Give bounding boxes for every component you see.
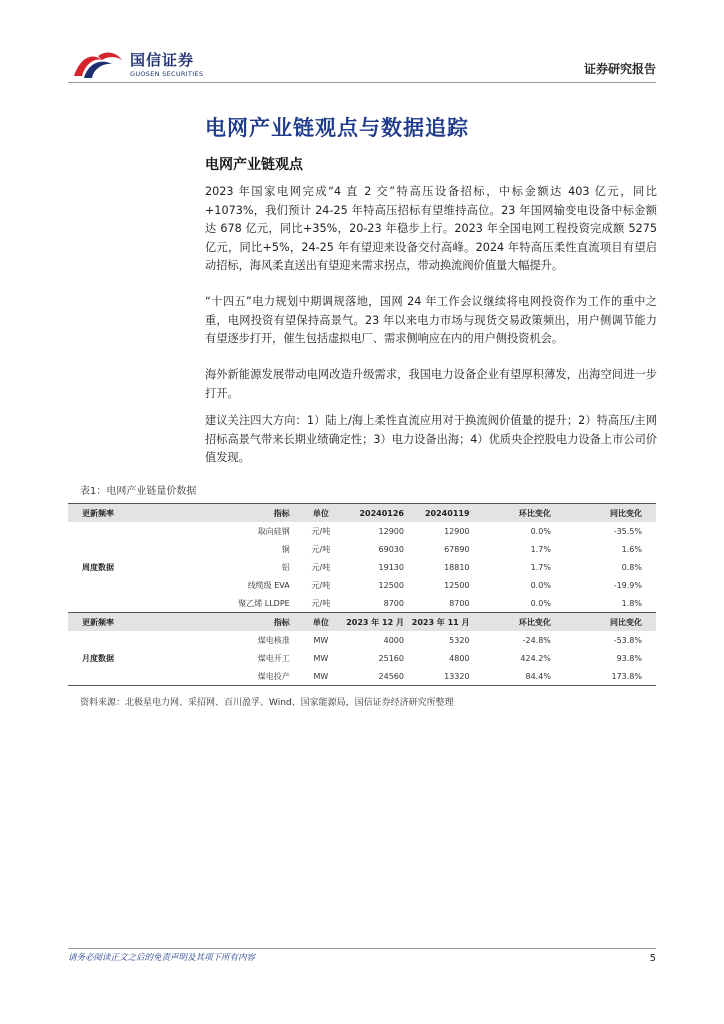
table-cell: 1.7% — [530, 544, 551, 554]
table-cell: 煤电投产 — [257, 671, 290, 681]
header-cell: 2023 年 11 月 — [410, 613, 476, 632]
paragraph-3: 海外新能源发展带动电网改造升级需求，我国电力设备企业有望厚积薄发，出海空间进一步打开。 — [205, 368, 657, 400]
paragraph-2: “十四五”电力规划中期调规落地，国网 24 年工作会议继续将电网投资作为工作的重中之重，电网投资有望保持高景气。23 年以来电力市场与现货交易政策频出，用户侧调节能力有望逐步打开，催生包括虚拟电厂、需求侧响应在内的用户侧投资机会。 — [205, 295, 657, 346]
header-cell: 环比变化 — [476, 613, 565, 632]
section-title: 电网产业链观点 — [205, 157, 303, 173]
table-cell: 8700 — [383, 598, 404, 608]
table-cell: 4000 — [383, 635, 404, 645]
table-cell: 93.8% — [616, 653, 642, 663]
table-cell: -19.9% — [613, 580, 642, 590]
paragraph-4: 建议关注四大方向：1）陆上/海上柔性直流应用对于换流阀价值量的提升；2）特高压/主网招标高景气带来长期业绩确定性；3）电力设备出海；4）优质央企控股电力设备上市公司价值发现。 — [205, 414, 657, 465]
table-cell: 0.0% — [530, 526, 551, 536]
group-label-weekly: 周度数据 — [82, 562, 114, 572]
table-cell: 12900 — [378, 526, 404, 536]
page-number: 5 — [649, 953, 656, 964]
table-cell: 元/吨 — [311, 544, 331, 554]
header-cell: 20240126 — [346, 504, 410, 523]
page-title: 电网产业链观点与数据追踪 — [205, 116, 469, 140]
table-cell: 25160 — [378, 653, 404, 663]
table-cell: -53.8% — [613, 635, 642, 645]
table-cell: MW — [313, 635, 329, 645]
brand-name-cn: 国信证券 — [130, 51, 195, 69]
table-cell: 173.8% — [611, 671, 642, 681]
table-cell: 12500 — [378, 580, 404, 590]
table-cell: 18810 — [444, 562, 470, 572]
header-cell: 环比变化 — [476, 504, 565, 523]
table-cell: 1.8% — [621, 598, 642, 608]
table-cell: 0.0% — [530, 598, 551, 608]
table-cell: 12500 — [444, 580, 470, 590]
table-cell: -24.8% — [522, 635, 551, 645]
guosen-logo-icon — [72, 50, 124, 80]
table-cell: 13320 — [444, 671, 470, 681]
table-cell: -35.5% — [613, 526, 642, 536]
table-cell: 0.0% — [530, 580, 551, 590]
table-cell: 元/吨 — [311, 526, 331, 536]
table-cell: 元/吨 — [311, 580, 331, 590]
table-header-row-weekly — [68, 504, 656, 523]
table-cell: 铝 — [281, 562, 290, 572]
footer-divider — [68, 948, 656, 949]
table-cell: 0.8% — [621, 562, 642, 572]
table-cell: 聚乙烯 LLDPE — [238, 598, 290, 608]
source-note: 资料来源：北极星电力网、采招网、百川盈孚、Wind、国家能源局，国信证券经济研究所整理 — [80, 698, 454, 708]
table-cell: MW — [313, 671, 329, 681]
table-cell: 元/吨 — [311, 562, 331, 572]
table-cell: 取向硅钢 — [257, 526, 290, 536]
table-cell: 线缆级 EVA — [247, 580, 290, 590]
table-cell: 24560 — [378, 671, 404, 681]
table-cell: 元/吨 — [311, 598, 331, 608]
table-cell: 69030 — [378, 544, 404, 554]
header-cell: 2023 年 12 月 — [346, 613, 410, 632]
table-cell: 煤电开工 — [257, 653, 290, 663]
table-row — [68, 522, 656, 540]
header-cell: 更新频率 — [68, 504, 191, 523]
table-cell: 煤电核准 — [257, 635, 290, 645]
table-cell: 1.7% — [530, 562, 551, 572]
table-cell: 5320 — [449, 635, 470, 645]
table-cell: MW — [313, 653, 329, 663]
table-row — [68, 631, 656, 649]
footer-disclaimer: 请务必阅读正文之后的免责声明及其项下所有内容 — [68, 953, 256, 963]
header-cell: 指标 — [191, 613, 296, 632]
table-cell: 84.4% — [525, 671, 551, 681]
grid-data-table — [68, 503, 656, 686]
header-cell: 单位 — [296, 613, 346, 632]
header-cell: 单位 — [296, 504, 346, 523]
table-cell: 12900 — [444, 526, 470, 536]
table-cell: 8700 — [449, 598, 470, 608]
page-header — [68, 46, 656, 88]
table-cell: 67890 — [444, 544, 470, 554]
group-label-monthly: 月度数据 — [82, 653, 114, 663]
header-cell: 20240119 — [410, 504, 476, 523]
report-type-label: 证券研究报告 — [583, 62, 656, 76]
header-cell: 指标 — [191, 504, 296, 523]
table-header-row-monthly — [68, 613, 656, 632]
table-caption: 表1：电网产业链量价数据 — [80, 486, 197, 497]
header-cell: 同比变化 — [565, 613, 656, 632]
guosen-logo — [72, 46, 212, 86]
paragraph-1: 2023 年国家电网完成“4 直 2 交”特高压设备招标，中标金额达 403 亿元，同比+1073%，我们预计 24-25 年特高压招标有望维持高位。23 年国网输变电设备中标金额达 678 亿元，同比+35%，20-23 年稳步上行。2023 年全国电网工程投资完成额 5275 亿元，同比+5%，24-25 年有望迎来设备交付高峰。2024 年特高压柔性直流项目有望启动招标，海风柔直送出有望迎来需求拐点，带动换流阀价值量大幅提升。 — [205, 185, 657, 273]
table-cell: 1.6% — [621, 544, 642, 554]
table-cell: 4800 — [449, 653, 470, 663]
header-cell: 同比变化 — [565, 504, 656, 523]
header-cell: 更新频率 — [68, 613, 191, 632]
table-cell: 铜 — [281, 544, 290, 554]
brand-name-en: GUOSEN SECURITIES — [130, 70, 204, 78]
table-cell: 424.2% — [520, 653, 551, 663]
header-divider — [68, 82, 656, 83]
table-cell: 19130 — [378, 562, 404, 572]
